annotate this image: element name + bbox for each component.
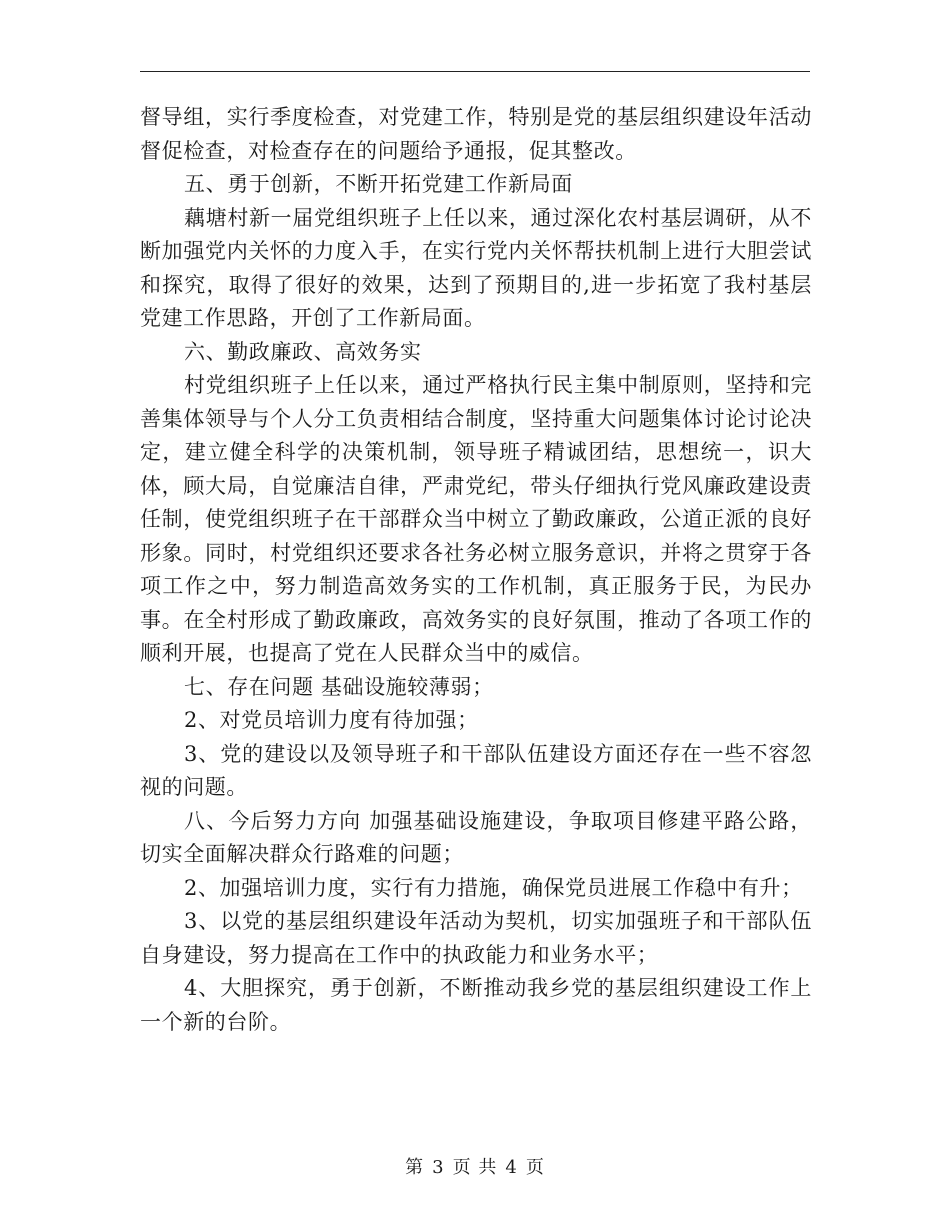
- paragraph-2: 藕塘村新一届党组织班子上任以来，通过深化农村基层调研，从不断加强党内关怀的力度入手，在实行党内关怀帮扶机制上进行大胆尝试和探究，取得了很好的效果，达到了预期目的,进一步拓宽了我村基层党建工作思路，开创了工作新局面。: [140, 205, 812, 330]
- heading-section-8: 八、今后努力方向 加强基础设施建设，争取项目修建平路公路，切实全面解决群众行路难的问题；: [140, 808, 812, 866]
- footer-middle: 页 共: [452, 1157, 498, 1178]
- page-footer: [0, 1156, 950, 1180]
- document-body: [140, 101, 812, 1039]
- list-item-problem-3: 3、党的建设以及领导班子和干部队伍建设方面还存在一些不容忽视的问题。: [140, 741, 812, 799]
- heading-section-7: 七、存在问题 基础设施较薄弱；: [184, 674, 494, 699]
- list-item-direction-2: 2、加强培训力度，实行有力措施，确保党员进展工作稳中有升；: [184, 875, 803, 900]
- current-page-number: 3: [432, 1157, 445, 1178]
- list-item-problem-2: 2、对党员培训力度有待加强；: [184, 708, 479, 732]
- footer-prefix: 第: [405, 1157, 425, 1178]
- total-page-number: 4: [505, 1157, 518, 1178]
- paragraph-3: 村党组织班子上任以来，通过严格执行民主集中制原则，坚持和完善集体领导与个人分工负责相结合制度，坚持重大问题集体讨论讨论决定，建立健全科学的决策机制，领导班子精诚团结，思想统一，识大体，顾大局，自觉廉洁自律，严肃党纪，带头仔细执行党风廉政建设责任制，使党组织班子在干部群众当中树立了勤政廉政，公道正派的良好形象。同时，村党组织还要求各社务必树立服务意识，并将之贯穿于各项工作之中，努力制造高效务实的工作机制，真正服务于民，为民办事。在全村形成了勤政廉政，高效务实的良好氛围，推动了各项工作的顺利开展，也提高了党在人民群众当中的威信。: [140, 373, 812, 665]
- list-item-direction-3: 3、以党的基层组织建设年活动为契机，切实加强班子和干部队伍自身建设，努力提高在工作中的执政能力和业务水平；: [140, 909, 812, 967]
- paragraph-1: 督导组，实行季度检查，对党建工作，特别是党的基层组织建设年活动督促检查，对检查存在的问题给予通报，促其整改。: [140, 105, 812, 163]
- heading-section-6: 六、勤政廉政、高效务实: [184, 339, 422, 364]
- heading-section-5: 五、勇于创新，不断开拓党建工作新局面: [184, 172, 573, 196]
- header-rule: [140, 71, 810, 72]
- footer-suffix: 页: [525, 1157, 545, 1178]
- list-item-direction-4: 4、大胆探究，勇于创新，不断推动我乡党的基层组织建设工作上一个新的台阶。: [140, 976, 812, 1034]
